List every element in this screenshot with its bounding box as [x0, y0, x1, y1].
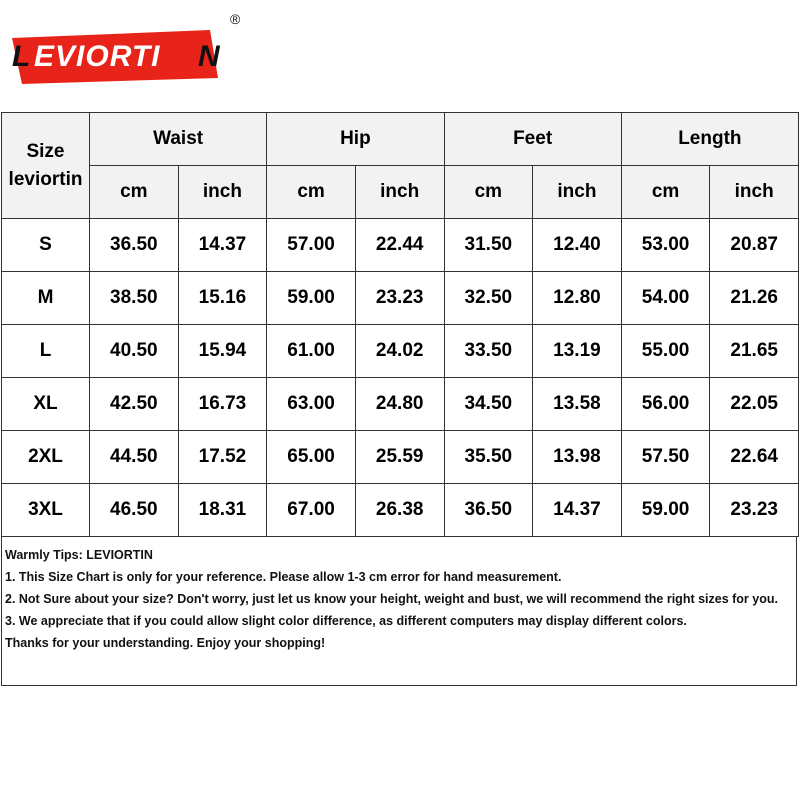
measurement-cell: 20.87: [710, 219, 799, 272]
measurement-cell: 36.50: [444, 484, 533, 537]
size-header-line-1: Size: [26, 140, 65, 162]
measurement-cell: 23.23: [710, 484, 799, 537]
measurement-cell: 46.50: [90, 484, 179, 537]
table-row: [2, 431, 799, 484]
measurement-cell: 13.19: [533, 325, 622, 378]
measurement-cell: 56.00: [621, 378, 710, 431]
measurement-cell: 13.98: [533, 431, 622, 484]
size-chart-table: [1, 112, 799, 537]
measurement-cell: 65.00: [267, 431, 356, 484]
table-unit-header-row: [2, 166, 799, 219]
logo-letter-n: N: [198, 40, 220, 73]
size-label-cell: 3XL: [2, 484, 90, 537]
measurement-cell: 63.00: [267, 378, 356, 431]
unit-header: cm: [621, 166, 710, 219]
measurement-cell: 59.00: [267, 272, 356, 325]
measurement-cell: 17.52: [178, 431, 267, 484]
measurement-cell: 40.50: [90, 325, 179, 378]
measurement-cell: 16.73: [178, 378, 267, 431]
tips-box: [1, 536, 797, 686]
group-header-feet: Feet: [444, 113, 621, 166]
tips-line: 2. Not Sure about your size? Don't worry, just let us know your height, weight and bust, we will recommend the right sizes for you.: [5, 592, 778, 606]
group-header-hip: Hip: [267, 113, 444, 166]
measurement-cell: 35.50: [444, 431, 533, 484]
measurement-cell: 59.00: [621, 484, 710, 537]
logo-letters-middle: EVIORTI: [34, 40, 161, 73]
measurement-cell: 12.40: [533, 219, 622, 272]
table-row: [2, 219, 799, 272]
measurement-cell: 42.50: [90, 378, 179, 431]
tips-line: 3. We appreciate that if you could allow slight color difference, as different computers may display different colors.: [5, 614, 687, 628]
measurement-cell: 57.00: [267, 219, 356, 272]
measurement-cell: 12.80: [533, 272, 622, 325]
measurement-cell: 26.38: [355, 484, 444, 537]
table-row: [2, 484, 799, 537]
unit-header: cm: [90, 166, 179, 219]
measurement-cell: 34.50: [444, 378, 533, 431]
size-column-header: [2, 113, 90, 219]
tips-line: Thanks for your understanding. Enjoy your shopping!: [5, 636, 326, 650]
tips-line: 1. This Size Chart is only for your reference. Please allow 1-3 cm error for hand measurement.: [5, 570, 562, 584]
unit-header: inch: [710, 166, 799, 219]
size-label-cell: L: [2, 325, 90, 378]
measurement-cell: 38.50: [90, 272, 179, 325]
measurement-cell: 13.58: [533, 378, 622, 431]
measurement-cell: 44.50: [90, 431, 179, 484]
measurement-cell: 21.65: [710, 325, 799, 378]
measurement-cell: 18.31: [178, 484, 267, 537]
logo-letter-l: L: [12, 40, 31, 73]
measurement-cell: 22.64: [710, 431, 799, 484]
measurement-cell: 54.00: [621, 272, 710, 325]
unit-header: inch: [533, 166, 622, 219]
unit-header: cm: [267, 166, 356, 219]
size-label-cell: XL: [2, 378, 90, 431]
tips-title: Warmly Tips: LEVIORTIN: [5, 548, 153, 562]
size-label-cell: S: [2, 219, 90, 272]
measurement-cell: 61.00: [267, 325, 356, 378]
size-label-cell: 2XL: [2, 431, 90, 484]
measurement-cell: 23.23: [355, 272, 444, 325]
measurement-cell: 53.00: [621, 219, 710, 272]
measurement-cell: 36.50: [90, 219, 179, 272]
table-row: [2, 272, 799, 325]
table-group-header-row: [2, 113, 799, 166]
size-header-line-2: leviortin: [8, 168, 83, 190]
unit-header: cm: [444, 166, 533, 219]
brand-logo: [12, 10, 252, 90]
measurement-cell: 22.44: [355, 219, 444, 272]
table-row: [2, 325, 799, 378]
measurement-cell: 31.50: [444, 219, 533, 272]
measurement-cell: 14.37: [533, 484, 622, 537]
table-row: [2, 378, 799, 431]
measurement-cell: 15.94: [178, 325, 267, 378]
measurement-cell: 21.26: [710, 272, 799, 325]
measurement-cell: 25.59: [355, 431, 444, 484]
measurement-cell: 24.80: [355, 378, 444, 431]
measurement-cell: 57.50: [621, 431, 710, 484]
measurement-cell: 24.02: [355, 325, 444, 378]
unit-header: inch: [355, 166, 444, 219]
measurement-cell: 32.50: [444, 272, 533, 325]
group-header-length: Length: [621, 113, 798, 166]
measurement-cell: 67.00: [267, 484, 356, 537]
unit-header: inch: [178, 166, 267, 219]
size-label-cell: M: [2, 272, 90, 325]
measurement-cell: 15.16: [178, 272, 267, 325]
measurement-cell: 22.05: [710, 378, 799, 431]
measurement-cell: 33.50: [444, 325, 533, 378]
measurement-cell: 55.00: [621, 325, 710, 378]
group-header-waist: Waist: [90, 113, 267, 166]
measurement-cell: 14.37: [178, 219, 267, 272]
registered-mark: ®: [230, 11, 241, 27]
